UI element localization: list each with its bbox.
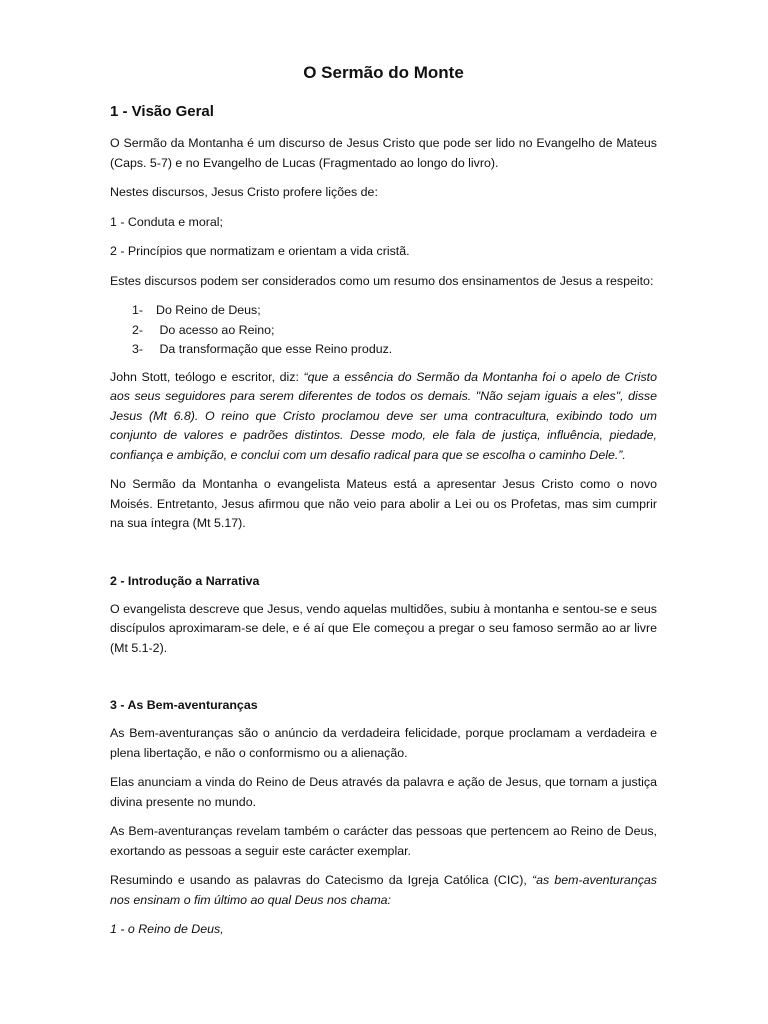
italic-text: 1 - o Reino de Deus, <box>110 922 224 936</box>
document-content <box>110 62 657 950</box>
document-title: O Sermão do Monte <box>303 63 464 82</box>
quote-text: “as bem-aventuranças nos ensinam o fim último ao qual Deus nos chama: <box>110 873 657 907</box>
paragraph: O evangelista descreve que Jesus, vendo aquelas multidões, subiu à montanha e sentou-se e seus discípulos aproximaram-se dele, e é aí que Ele começou a pregar o seu famoso sermão ao ar livre (Mt 5.1-2). <box>110 601 657 655</box>
quote-paragraph <box>110 368 657 466</box>
quote-intro: John Stott, teólogo e escritor, diz: <box>110 369 304 384</box>
paragraph: 1 - Conduta e moral; <box>110 214 223 229</box>
list-item-number: 1- <box>132 303 144 317</box>
paragraph: 2 - Princípios que normatizam e orientam a vida cristã. <box>110 244 410 258</box>
list-item-text: Do acesso ao Reino; <box>156 322 275 337</box>
quote-text: “que a essência do Sermão da Montanha foi o apelo de Cristo aos seus seguidores para serem diferentes de todos os demais. "Não sejam iguais a eles", disse Jesus (Mt 6.8). O reino que Cristo proclamou deve ser uma contracultura, exibindo todo um conjunto de valores e padrões distintos. Desse modo, ele fala de justiça, influência, piedade, confiança e ambição, e conclui com um desafio radical para que se escolha o caminho Dele.”. <box>110 369 657 462</box>
numbered-list <box>110 301 657 360</box>
paragraph: No Sermão da Montanha o evangelista Mateus está a apresentar Jesus Cristo como o novo Moisés. Entretanto, Jesus afirmou que não veio para abolir a Lei ou os Profetas, mas sim cumprir na sua íntegra (Mt 5.17). <box>110 477 657 530</box>
paragraph: As Bem-aventuranças são o anúncio da verdadeira felicidade, porque proclamam a verdadeira e plena libertação, e não o conformismo ou a alienação. <box>110 726 657 760</box>
paragraph <box>110 920 657 940</box>
paragraph: Estes discursos podem ser considerados como um resumo dos ensinamentos de Jesus a respeito: <box>110 273 654 288</box>
section-1-heading: 1 - Visão Geral <box>110 103 214 120</box>
quote-intro: Resumindo e usando as palavras do Catecismo da Igreja Católica (CIC), <box>110 873 532 887</box>
quote-paragraph <box>110 871 657 910</box>
list-item-number: 2- <box>132 322 144 337</box>
list-item-number: 3- <box>132 342 144 356</box>
list-item <box>132 340 657 360</box>
list-item <box>132 301 657 321</box>
paragraph: O Sermão da Montanha é um discurso de Jesus Cristo que pode ser lido no Evangelho de Mateus (Caps. 5-7) e no Evangelho de Lucas (Fragmentado ao longo do livro). <box>110 136 657 170</box>
section-2-heading: 2 - Introdução a Narrativa <box>110 573 260 588</box>
section-3-heading: 3 - As Bem-aventuranças <box>110 698 258 712</box>
list-item-text: Do Reino de Deus; <box>156 303 261 317</box>
list-item <box>132 321 657 341</box>
paragraph: Nestes discursos, Jesus Cristo profere lições de: <box>110 185 378 199</box>
paragraph: As Bem-aventuranças revelam também o carácter das pessoas que pertencem ao Reino de Deus, exortando as pessoas a seguir este carácter exemplar. <box>110 824 657 858</box>
list-item-text: Da transformação que esse Reino produz. <box>156 342 393 356</box>
paragraph: Elas anunciam a vinda do Reino de Deus através da palavra e ação de Jesus, que tornam a justiça divina presente no mundo. <box>110 775 657 809</box>
